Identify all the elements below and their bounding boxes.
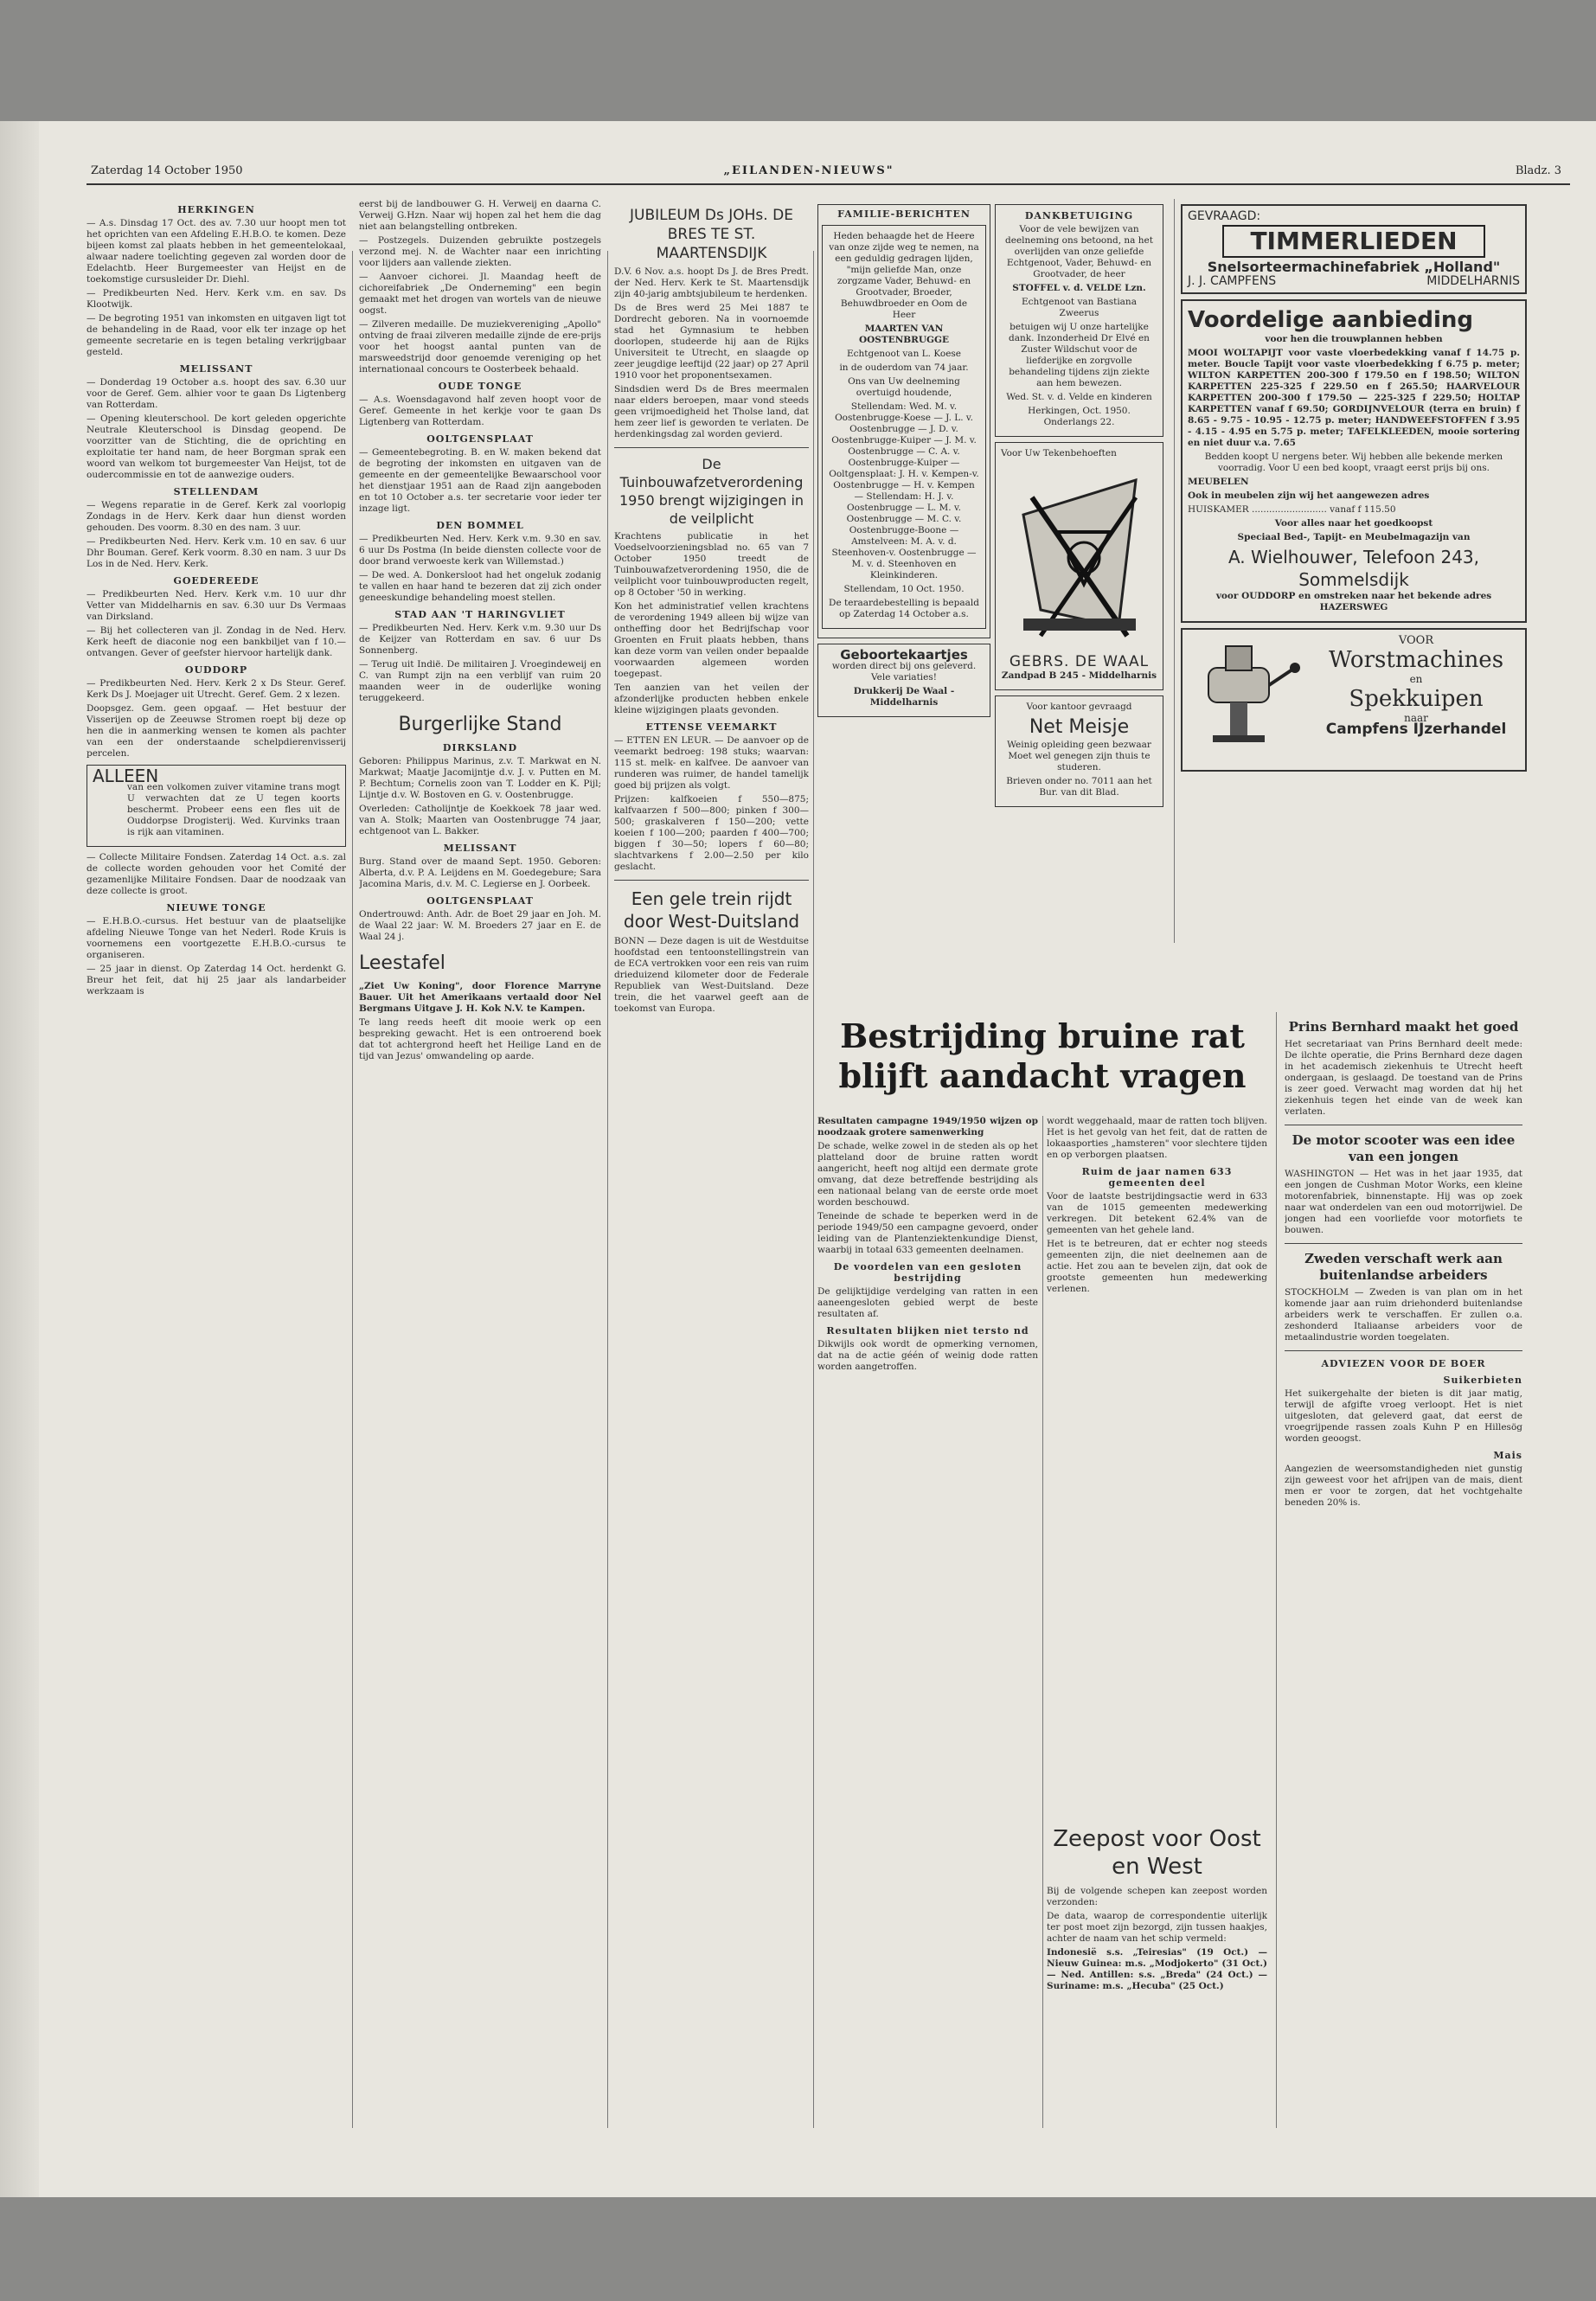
subheading: Ruim de jaar namen 633 gemeenten deel: [1081, 1166, 1233, 1189]
heading-ooltgensplaat: OOLTGENSPLAAT: [426, 433, 534, 445]
article-text: — Terug uit Indië. De militairen J. Vroegindeweij en C. van Rumpt zijn na een verblijf van ruim 20 maanden weer in de ouderlijke woning teruggekeerd.: [359, 659, 601, 703]
column-rule: [1042, 1116, 1043, 2128]
advert-worstmachines: [1181, 628, 1527, 772]
advert-text: Weinig opleiding geen bezwaar Moet wel genegen zijn thuis te studeren.: [1007, 740, 1151, 772]
page-header: [48, 164, 1570, 182]
article-text: — Bij het collecteren van jl. Zondag in de Ned. Herv. Kerk heeft de diaconie nog een bankbiljet van f 10.— ontvangen. Gever of geefster hiervoor hartelijk dank.: [87, 625, 346, 658]
article-text: — Aanvoer cichorei. Jl. Maandag heeft de cichoreifabriek „De Onderneming" een begin gemaakt met het drogen van wortels van de nieuwe oogst.: [359, 272, 601, 316]
heading-goedereede: GOEDEREEDE: [173, 575, 260, 586]
advert-title: Voordelige aanbieding: [1188, 307, 1474, 333]
heading-den-bommel: DEN BOMMEL: [436, 520, 524, 531]
notice-name-sub: Echtgenoot van Bastiana Zweerus: [1022, 297, 1137, 318]
article-text: De data, waarop de correspondentie uiterlijk ter post moet zijn bezorgd, zijn tussen haakjes, achter de naam van het schip vermeld:: [1047, 1911, 1267, 1944]
article-text: — De begroting 1951 van inkomsten en uitgaven ligt tot de behandeling in de Raad, voor elk ter inzage op het gemeente secretarie en is tegen betaling verkrijgbaar gesteld.: [87, 313, 346, 357]
notice-text: Heden behaagde het de Heere van onze zijde weg te nemen, na een geduldig gedragen lijden, "mijn geliefde Man, onze zorgzame Vader, Behuwd- en Grootvader, Broeder, Behuwdbroeder en Oom de Heer: [829, 231, 979, 320]
rat-article-col-a: [817, 1116, 1038, 2189]
article-text: wordt weggehaald, maar de ratten toch blijven. Het is het gevolg van het feit, dat de ratten de lokaasporties „hamsteren" voor slechtere tijden en op verborgen plaatsen.: [1047, 1116, 1267, 1160]
article-text: Aangezien de weersomstandigheden niet gunstig zijn geweest voor het afrijpen van de mais, dient men er voor te zorgen, dat het vochtgehalte beneden 20% is.: [1285, 1464, 1522, 1508]
column-rule: [1174, 199, 1175, 943]
article-text: — Gemeentebegroting. B. en W. maken bekend dat de begroting der inkomsten en uitgaven van de gemeente en der gemeentelijke Bewaarschool voor het dienstjaar 1951 aan de Raad zijn aangeboden en tot 10 October a.s. ter secretarie voor ieder ter inzage ligt.: [359, 447, 601, 514]
advert-line: Voor kantoor gevraagd: [1026, 702, 1132, 712]
advert-title: Geboortekaartjes: [840, 647, 968, 663]
notice-sign: Wed. St. v. d. Velde en kinderen: [1006, 392, 1152, 402]
advert-title: Spekkuipen: [1349, 686, 1484, 712]
advert-title: TIMMERLIEDEN: [1250, 227, 1458, 255]
heading-herkingen: HERKINGEN: [177, 204, 255, 215]
article-text: — Predikbeurten Ned. Herv. Kerk v.m. 10 uur dhr Vetter van Middelharnis en sav. 6.30 uur Ds Vermaas van Dirksland.: [87, 589, 346, 622]
article-text: — ETTEN EN LEUR. — De aanvoer op de veemarkt bedroeg: 198 stuks; waarvan: 115 st. melk- en kalfvee. De aanvoer van runderen was ruimer, de handel tamelijk goed bij prijzen als volgt.: [614, 735, 809, 791]
article-text: Overleden: Catholijntje de Koekkoek 78 jaar wed. van A. Stolk; Maarten van Oostenbrugge 74 jaar, echtgenoot van L. Bakker.: [359, 804, 601, 836]
article-text: Het is te betreuren, dat er echter nog steeds gemeenten zijn, die niet deelnemen aan de actie. Het zou aan te bevelen zijn, dat ook de grootste gemeenten hun medewerking verlenen.: [1047, 1239, 1267, 1294]
heading-adviezen-boer: ADVIEZEN VOOR DE BOER: [1321, 1358, 1486, 1369]
heading-burgerlijke-stand: Burgerlijke Stand: [398, 714, 562, 735]
divider: [614, 447, 809, 448]
article-text: eerst bij de landbouwer G. H. Verweij en daarna C. Verweij G.Hzn. Naar wij hopen zal het hem die dag niet aan belangstelling ontbreken.: [359, 199, 601, 232]
advert-title: ALLEEN: [93, 766, 159, 786]
notice-hope: Ons van Uw deelneming overtuigd houdende,: [848, 376, 960, 398]
notice-text: Voor de vele bewijzen van deelneming ons betoond, na het overlijden van onze geliefde Echtgenoot, Vader, Behuwd- en Grootvader, de heer: [1005, 224, 1153, 279]
article-text: — Predikbeurten Ned. Herv. Kerk 2 x Ds Steur. Geref. Kerk Ds J. Moejager uit Utrecht. Geref. Gem. 2 x lezen.: [87, 678, 346, 700]
heading-melissant: MELISSANT: [179, 363, 253, 375]
advert-alleen: [87, 765, 346, 847]
advert-address: Zandpad B 245 - Middelharnis: [1001, 670, 1157, 681]
advert-subtitle: voor hen die trouwplannen hebben: [1265, 334, 1443, 344]
article-text: — Opening kleuterschool. De kort geleden opgerichte Neutrale Kleuterschool is Dinsdag geopend. De voorzitter van de Stichting, die de oprichting en exploitatie ter hand nam, de heer Borgman sprak een woord van welkom tot burgemeester Van Heijst, tot de oudercommissie en tot de aanwezige ouders.: [87, 413, 346, 480]
header-date: Zaterdag 14 October 1950: [91, 164, 243, 177]
notice-name: MAARTEN VAN OOSTENBRUGGE: [859, 324, 949, 345]
article-text: Doopsgez. Gem. geen opgaaf. — Het bestuur der Visserijen op de Zeeuwse Stromen roept bij deze op hen die in aanmerking wensen te komen als pachter van een der onderstaande schelpdierenvisserij percelen.: [87, 703, 346, 759]
subheading: De voordelen van een gesloten bestrijding: [833, 1261, 1022, 1284]
advert-tekenbehoeften: [995, 442, 1163, 690]
article-text: — A.s. Dinsdag 17 Oct. des av. 7.30 uur hoopt men tot het oprichten van een Afdeling E.H.B.O. te komen. Deze bijeen komst zal plaats hebben in het gemeentelokaal, alwaar nadere toelichting gegeven zal worden door de Edelachtb. Heer Burgemeester van Heijst en de toekomstige cursusleider Dr. Diehl.: [87, 218, 346, 285]
advert-name: J. J. CAMPFENS: [1188, 274, 1277, 288]
notice-date: Herkingen, Oct. 1950. Onderlangs 22.: [1028, 406, 1131, 427]
advert-text-block: [1312, 634, 1520, 738]
article-text: Ondertrouwd: Anth. Adr. de Boet 29 jaar en Joh. M. de Waal 22 jaar: W. M. Broeders 27 jaar en E. de Waal 24 j.: [359, 909, 601, 942]
header-page-number: Bladz. 3: [1515, 164, 1561, 177]
heading-ouddorp: OUDDORP: [184, 664, 248, 676]
subheading-suikerbieten: Suikerbieten: [1443, 1375, 1522, 1386]
article-text: Indonesië s.s. „Teiresias" (19 Oct.) — Nieuw Guinea: m.s. „Modjokerto" (31 Oct.) — Ned. Antillen: s.s. „Breda" (24 Oct.) — Suriname: m.s. „Hecuba" (25 Oct.): [1047, 1947, 1267, 1991]
article-text: De gelijktijdige verdelging van ratten in een aaneengesloten gebied werpt de beste resultaten af.: [817, 1286, 1038, 1319]
advert-firm: A. Wielhouwer, Telefoon 243, Sommelsdijk: [1227, 547, 1480, 590]
article-text: Burg. Stand over de maand Sept. 1950. Geboren: Alberta, d.v. P. A. Leijdens en M. Goedegebure; Sara Jacomina Maris, d.v. M. C. Legierse en J. Oorbeek.: [359, 856, 601, 889]
advert-text: MEUBELEN: [1188, 477, 1249, 487]
subheading: Resultaten blijken niet tersto nd: [826, 1325, 1029, 1336]
heading-motor-scooter: De motor scooter was een idee van een jongen: [1292, 1132, 1516, 1164]
advert-firm: Snelsorteermachinefabriek „Holland": [1207, 259, 1501, 275]
notice-name-sub: Echtgenoot van L. Koese: [846, 349, 962, 359]
advert-line: VOOR: [1398, 634, 1434, 647]
article-text: — Predikbeurten Ned. Herv. Kerk v.m. 9.30 en sav. 6 uur Ds Postma (In beide diensten collecte voor de door brand verwoeste kerk van Willemstad.): [359, 534, 601, 567]
heading-jubileum: JUBILEUM Ds JOHs. DE BRES TE ST. MAARTENSDIJK: [630, 207, 793, 262]
heading-stellendam: STELLENDAM: [173, 486, 260, 497]
heading-zweden: Zweden verschaft werk aan buitenlandse arbeiders: [1304, 1251, 1503, 1283]
article-text: Krachtens publicatie in het Voedselvoorzieningsblad no. 65 van 7 October 1950 treedt de Tuinbouwafzetverordening 1950, die de veilplicht voor tuinbouwproducten regelt, op 8 October '50 in werking.: [614, 531, 809, 598]
article-text: Sindsdien werd Ds de Bres meermalen naar elders beroepen, maar vond steeds geen vrijmoedigheid het Tholse land, dat hem zeer lief is geworden te verlaten. De herdenkingsdag zal worden gevierd.: [614, 384, 809, 439]
article-text: — 25 jaar in dienst. Op Zaterdag 14 Oct. herdenkt G. Breur het feit, dat hij 25 jaar als landarbeider werkzaam is: [87, 964, 346, 997]
heading-zeepost: Zeepost voor Oost en West: [1053, 1826, 1261, 1880]
advert-timmerlieden: [1181, 204, 1527, 294]
drawing-tools-illustration: [1006, 463, 1153, 653]
heading-tuinbouw: De Tuinbouwafzetverordening 1950 brengt wijzigingen in de veilplicht: [619, 456, 804, 527]
heading-leestafel: Leestafel: [359, 952, 445, 974]
article-subtitle: Resultaten campagne 1949/1950 wijzen op noodzaak grotere samenwerking: [817, 1116, 1038, 1138]
notice-age: in de ouderdom van 74 jaar.: [839, 362, 969, 373]
advert-place: MIDDELHARNIS: [1426, 274, 1520, 288]
divider: [1285, 1350, 1522, 1351]
right-adverts: [1181, 199, 1527, 977]
notice-name: STOFFEL v. d. VELDE Lzn.: [1012, 283, 1146, 293]
advert-net-meisje: [995, 695, 1163, 807]
heading-dankbetuiging: DANKBETUIGING: [1024, 210, 1134, 221]
advert-firm: Drukkerij De Waal - Middelharnis: [853, 686, 955, 708]
heading-ooltgensplaat: OOLTGENSPLAAT: [426, 895, 534, 907]
advert-text: Ook in meubelen zijn wij het aangewezen adres: [1188, 490, 1430, 501]
advert-title: Voor Uw Tekenbehoeften: [1001, 448, 1117, 458]
notice-text: betuigen wij U onze hartelijke dank. Inzonderheid Dr Elvé en Zuster Wildschut voor de liefderijke en zorgvolle behandeling tijdens zijn ziekte aan hem bewezen.: [1009, 322, 1150, 388]
notice-funeral: De teraardebestelling is bepaald op Zaterdag 14 October a.s.: [829, 598, 979, 619]
advert-title: Net Meisje: [1029, 716, 1130, 738]
advert-text: Voor alles naar het goedkoopst: [1274, 518, 1433, 529]
advert-geboortekaartjes: [817, 644, 990, 717]
advert-title-frame: [1222, 225, 1485, 258]
advert-line: en: [1409, 673, 1423, 685]
advert-line: naar: [1404, 712, 1428, 724]
familie-berichten-box: [817, 204, 990, 638]
column-1: [87, 199, 346, 2180]
article-text: De schade, welke zowel in de steden als op het platteland door de bruine ratten wordt aangericht, heeft nog altijd een dermate grote omvang, dat deze betreffende bestrijding als een nationaal belang van de eerste orde moet worden beschouwd.: [817, 1141, 1038, 1208]
advert-items: MOOI WOLTAPIJT voor vaste vloerbedekking vanaf f 14.75 p. meter. Boucle Tapijt voor vaste vloerbedekking f 6.75 p. meter; WILTON KARPETTEN 200-300 f 179.50 en f 198.50; WILTON KARPETTEN 225-325 f 229.50 en f 265.50; HAARVELOUR KARPETTEN 200-300 f 179.50 — 225-325 f 229.50; HOLTAP KARPETTEN vanaf f 69.50; GORDIJNVELOUR (terra en bruin) f 8.65 - 9.75 - 10.95 - 12.75 p. meter; HANDWEEFSTOFFEN f 3.95 - 4.15 - 4.95 en 5.75 p. meter; TAFELKLEEDEN, mooie sortering en niet duur v.a. 7.65: [1188, 348, 1520, 448]
notice-date: Stellendam, 10 Oct. 1950.: [843, 584, 965, 594]
rat-article-title: Bestrijding bruine rat blijft aandacht vragen: [838, 1016, 1247, 1095]
heading-prins-bernhard: Prins Bernhard maakt het goed: [1288, 1019, 1519, 1035]
article-text: Ds de Bres werd 25 Mei 1887 te Dordrecht geboren. Na in voornoemde stad het Gymnasium te hebben doorlopen, studeerde hij aan de Rijks Universiteit te Utrecht, en slaagde op zeer jeugdige leeftijd (22 jaar) op 27 April 1910 voor het proponentsexamen.: [614, 303, 809, 381]
column-2: [359, 199, 601, 2180]
heading-dirksland: DIRKSLAND: [442, 742, 518, 753]
article-text: Te lang reeds heeft dit mooie werk op een bespreking gewacht. Het is een ontroerend boek dat tot achtergrond heeft het Heilige Land en de tijd van Jezus' omwandeling op aarde.: [359, 1017, 601, 1061]
header-paper-name: „EILANDEN-NIEUWS": [723, 164, 894, 177]
article-text: „Ziet Uw Koning", door Florence Marryne Bauer. Uit het Amerikaans vertaald door Nel Bergmans Uitgave J. H. Kok N.V. te Kampen.: [359, 981, 601, 1014]
column-rule: [607, 251, 608, 2128]
article-text: Voor de laatste bestrijdingsactie werd in 633 van de 1015 gemeenten medewerking verkregen. Dit betekent 62.4% van de gemeenten van het gehele land.: [1047, 1191, 1267, 1235]
advert-text: voor OUDDORP en omstreken naar het bekende adres HAZERSWEG: [1215, 591, 1492, 612]
article-text: — De wed. A. Donkersloot had het ongeluk zodanig te vallen en haar hand te bezeren dat zij zich onder geneeskundige behandeling moest stellen.: [359, 570, 601, 603]
heading-gele-trein: Een gele trein rijdt door West-Duitsland: [623, 888, 800, 932]
article-text: Het secretariaat van Prins Bernhard deelt mede: De ilchte operatie, die Prins Bernhard deze dagen in het academisch ziekenhuis te Utrecht heeft ondergaan, is geslaagd. De toestand van de Prins is zeer goed. Verwacht mag worden dat hij het ziekenhuis tegen het einde van de week kan verlaten.: [1285, 1039, 1522, 1117]
article-text: — E.H.B.O.-cursus. Het bestuur van de plaatselijke afdeling Nieuwe Tonge van het Nederl. Rode Kruis is voornemens een voortgezette E.H.B.O.-cursus te organiseren.: [87, 916, 346, 960]
advert-firm: GEBRS. DE WAAL: [1009, 653, 1150, 670]
advert-text: van een volkomen zuiver vitamine trans mogt U verwachten dat ze U tegen koorts beschermt. Probeer eens een fles uit de Ouddorpse Drogisterij. Wed. Kurvinks traan is rijk aan vitaminen.: [127, 782, 340, 837]
heading-nieuwe-tonge: NIEUWE TONGE: [166, 902, 266, 913]
death-notice: [822, 225, 986, 629]
article-text: — A.s. Woensdagavond half zeven hoopt voor de Geref. Gemeente in het kerkje voor te gaan Ds Ligtenberg van Rotterdam.: [359, 394, 601, 427]
rat-article-col-b: [1047, 1116, 1267, 1652]
advert-firm: Campfens IJzerhandel: [1325, 721, 1507, 738]
article-text: Prijzen: kalfkoeien f 550—875; kalfvaarzen f 500—800; pinken f 300—500; graskalveren f 150—200; vette koeien f 100—200; paarden f 400—700; biggen f 30—50; lopers f 60—80; slachtvarkens f 2.00—2.50 per kilo geslacht.: [614, 794, 809, 872]
right-articles: [1285, 1012, 1522, 2189]
article-text: — Predikbeurten Ned. Herv. Kerk v.m. 10 en sav. 6 uur Dhr Bouman. Geref. Kerk voorm. 8.30 en nam. 3 uur Ds Los in de Ned. Herv. Kerk.: [87, 536, 346, 569]
advert-text: HUISKAMER .......................... vanaf f 115.50: [1188, 504, 1396, 515]
newspaper-page: [0, 121, 1596, 2197]
article-text: WASHINGTON — Het was in het jaar 1935, dat een jongen de Cushman Motor Works, een kleine motorenfabriek, binnenstapte. Hij was op zoek naar wat onderdelen van een oud motorrijwiel. De jongen had een voorliefde voor motorfiets te bouwen.: [1285, 1169, 1522, 1235]
heading-oude-tonge: OUDE TONGE: [438, 381, 522, 392]
column-4: [817, 199, 990, 977]
column-rule: [1276, 1012, 1277, 2128]
column-rule: [352, 251, 353, 2128]
advert-text: Brieven onder no. 7011 aan het Bur. van dit Blad.: [1006, 776, 1152, 798]
article-text: — Predikbeurten Ned. Herv. Kerk v.m. en sav. Ds Klootwijk.: [87, 288, 346, 310]
article-text: Teneinde de schade te beperken werd in de periode 1949/50 een campagne gevoerd, onder leiding van de Plantenziektenkundige Dienst, waarbij in totaal 633 gemeenten deelnamen.: [817, 1211, 1038, 1255]
advert-address: [1188, 276, 1520, 287]
article-text: — Collecte Militaire Fondsen. Zaterdag 14 Oct. a.s. zal de collecte worden gehouden voor het Comité der gezamenlijke Militaire Fondsen. Daar de noodzaak van deze collecte is groot.: [87, 852, 346, 896]
header-rule: [87, 183, 1570, 185]
advert-voordelige-aanbieding: [1181, 299, 1527, 623]
article-text: STOCKHOLM — Zweden is van plan om in het komende jaar aan ruim driehonderd buitenlandse arbeiders werk te verschaffen. Er zullen o.a. zeshonderd Italiaanse arbeiders voor de metaalindustrie worden toegelaten.: [1285, 1287, 1522, 1343]
article-text: Het suikergehalte der bieten is dit jaar matig, terwijl de afgifte vroeg verloopt. Het is niet uitgesloten, dat geleverd gaat, dat eerst de vroegrijpende rassen zoals Kuhn P en Hillesög worden geoogst.: [1285, 1388, 1522, 1444]
advert-title: Worstmachines: [1328, 647, 1504, 673]
advert-text: Speciaal Bed-, Tapijt- en Meubelmagazijn van: [1237, 532, 1471, 542]
article-text: Geboren: Philippus Marinus, z.v. T. Markwat en N. Markwat; Maatje Jacomijntje d.v. J. v. Putten en M. P. Bechtum; Cornelis zoon van T. Lodder en K. Pijl; Lijntje d.v. W. Bostoven en G. v. Oostenbrugge.: [359, 756, 601, 800]
column-rule: [813, 251, 814, 2128]
article-text: — Predikbeurten Ned. Herv. Kerk v.m. 9.30 uur Ds de Keijzer van Rotterdam en sav. 6 uur Ds Sonnenberg.: [359, 623, 601, 656]
binding-gutter: [0, 121, 39, 2197]
article-text: BONN — Deze dagen is uit de Westduitse hoofdstad een tentoonstellingstrein van de ECA vertrokken voor een reis van ruim drieduizend kilometer door de Federale Republiek van West-Duitsland. Deze trein, die het vaarwel geeft aan de toekomst van Europa.: [614, 936, 809, 1014]
article-text: D.V. 6 Nov. a.s. hoopt Ds J. de Bres Predt. der Ned. Herv. Kerk te St. Maartensdijk zijn 40-jarig ambtsjubileum te herdenken.: [614, 266, 809, 299]
meat-grinder-illustration: [1191, 642, 1304, 746]
article-text: — Wegens reparatie in de Geref. Kerk zal voorlopig Zondags in de Herv. Kerk daar hun dienst worden gehouden. Des voorm. 8.30 en des nam. 3 uur.: [87, 500, 346, 533]
heading-ettense-veemarkt: ETTENSE VEEMARKT: [645, 721, 778, 733]
article-text: — Donderdag 19 October a.s. hoopt des sav. 6.30 uur voor de Geref. Gem. alhier voor te gaan Ds Ligtenberg van Rotterdam.: [87, 377, 346, 410]
advert-line: GEVRAAGD:: [1188, 209, 1261, 223]
divider: [1285, 1243, 1522, 1244]
article-text: — Zilveren medaille. De muziekvereniging „Apollo" ontving de fraai zilveren medaille zijnde de ere-prijs voor het hoogst aantal punten van de marsweedstrijd door genoemde vereniging op het internationaal concours te Oosterbeek behaald.: [359, 319, 601, 375]
article-text: Ten aanzien van het veilen der afzonderlijke producten hebben enkele kleine wijzigingen plaats gevonden.: [614, 683, 809, 715]
heading-melissant: MELISSANT: [443, 843, 517, 854]
column-3: [614, 199, 809, 2180]
heading-familie-berichten: FAMILIE-BERICHTEN: [837, 208, 971, 220]
article-text: — Postzegels. Duizenden gebruikte postzegels verzond mej. N. de Wachter naar een inrichting voor lijders aan vallende ziekten.: [359, 235, 601, 268]
dankbetuiging-box: [995, 204, 1163, 437]
article-text: Bij de volgende schepen kan zeepost worden verzonden:: [1047, 1886, 1267, 1907]
heading-stad-aan-t-haringvliet: STAD AAN 'T HARINGVLIET: [394, 609, 566, 620]
advert-text: worden direct bij ons geleverd. Vele variaties!: [831, 661, 977, 683]
advert-text: Bedden koopt U nergens beter. Wij hebben alle bekende merken voorradig. Voor U een bed koopt, vraagt eerst prijs bij ons.: [1204, 452, 1503, 473]
column-5: [995, 199, 1163, 977]
article-text: Dikwijls ook wordt de opmerking vernomen, dat na de actie géén of weinig dode ratten worden aangetroffen.: [817, 1339, 1038, 1372]
notice-family: Stellendam: Wed. M. v. Oostenbrugge-Koese — J. L. v. Oostenbrugge — J. D. v. Oostenbrugge-Kuiper — J. M. v. Oostenbrugge — C. A. v. Oostenbrugge-Kuiper — Ooltgensplaat: J. H. v. Kempen-v. Oostenbrugge — H. v. Kempen — Stellendam: H. J. v. Oostenbrugge — L. M. v. Oostenbrugge — M. C. v. Oostenbrugge-Boone — Amstelveen: M. A. v. d. Steenhoven-v. Oostenbrugge — M. v. d. Steenhoven en Kleinkinderen.: [829, 401, 979, 580]
article-text: Kon het administratief vellen krachtens de verordening 1949 alleen bij wijze van ontheffing door het Bedrijfschap voor Groenten en Fruit plaats hebben, thans kan deze vorm van veilen onder bepaalde voorwaarden algemeen worden toegepast.: [614, 601, 809, 679]
zeepost-article: [1047, 1817, 1267, 2189]
divider: [614, 880, 809, 881]
subheading-mais: Mais: [1493, 1450, 1522, 1461]
